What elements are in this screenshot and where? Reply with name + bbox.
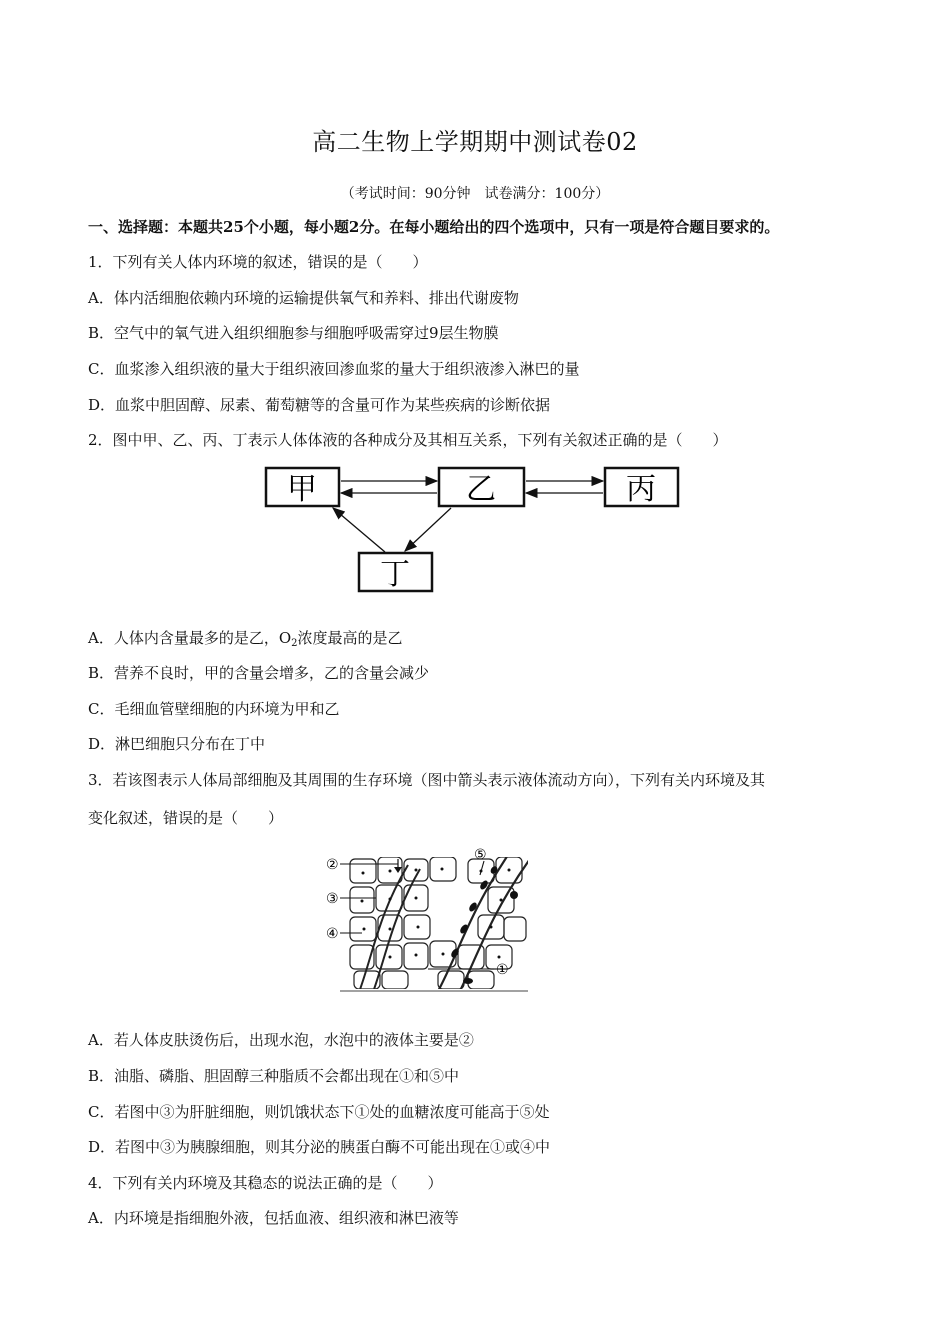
body-fluid-diagram bbox=[255, 458, 695, 600]
q3-stem-line1: 3．若该图表示人体局部细胞及其周围的生存环境（图中箭头表示液体流动方向），下列有关内环境及其 bbox=[88, 771, 766, 789]
label-2: ② bbox=[326, 857, 339, 873]
label-4: ④ bbox=[326, 926, 339, 942]
q1-option-b: B．空气中的氧气进入组织细胞参与细胞呼吸需穿过9层生物膜 bbox=[88, 324, 499, 342]
label-5: ⑤ bbox=[474, 847, 487, 863]
arrow-ding-to-jia bbox=[333, 508, 385, 552]
label-ding: 丁 bbox=[380, 557, 410, 592]
q2-stem: 2．图中甲、乙、丙、丁表示人体体液的各种成分及其相互关系，下列有关叙述正确的是（ ） bbox=[88, 431, 728, 449]
q2-option-a-text-end: 浓度最高的是乙 bbox=[297, 629, 403, 647]
label-jia: 甲 bbox=[287, 472, 317, 507]
q2-option-c: C．毛细血管壁细胞的内环境为甲和乙 bbox=[88, 700, 340, 718]
q2-option-d: D．淋巴细胞只分布在丁中 bbox=[88, 735, 266, 753]
tissue-cell-diagram bbox=[318, 845, 533, 997]
exam-info: （考试时间：90分钟 试卷满分：100分） bbox=[340, 186, 610, 202]
q3-option-c: C．若图中③为肝脏细胞，则饥饿状态下①处的血糖浓度可能高于⑤处 bbox=[88, 1103, 550, 1121]
q3-option-b: B．油脂、磷脂、胆固醇三种脂质不会都出现在①和⑤中 bbox=[88, 1067, 460, 1085]
arrow-yi-to-ding bbox=[405, 508, 451, 551]
label-yi: 乙 bbox=[466, 472, 496, 507]
q2-option-b: B．营养不良时，甲的含量会增多，乙的含量会减少 bbox=[88, 664, 430, 682]
q2-option-a-subscript: 2 bbox=[291, 638, 298, 649]
label-3: ③ bbox=[326, 891, 339, 907]
label-bing: 丙 bbox=[626, 472, 656, 507]
q3-option-a: A．若人体皮肤烫伤后，出现水泡，水泡中的液体主要是② bbox=[88, 1031, 474, 1049]
q3-option-d: D．若图中③为胰腺细胞，则其分泌的胰蛋白酶不可能出现在①或④中 bbox=[88, 1138, 551, 1156]
q3-stem-line2: 变化叙述，错误的是（ ） bbox=[88, 809, 284, 827]
q1-stem: 1．下列有关人体内环境的叙述，错误的是（ ） bbox=[88, 253, 428, 271]
label-1: ① bbox=[496, 962, 509, 978]
page-title: 高二生物上学期期中测试卷02 bbox=[312, 128, 638, 156]
q2-option-a-text: A．人体内含量最多的是乙，O bbox=[88, 629, 292, 647]
q2-option-a bbox=[88, 628, 403, 654]
section-heading: 一、选择题：本题共25个小题，每小题2分。在每小题给出的四个选项中，只有一项是符合题目要求的。 bbox=[88, 218, 780, 236]
q1-option-c: C．血浆渗入组织液的量大于组织液回渗血浆的量大于组织液渗入淋巴的量 bbox=[88, 360, 580, 378]
q4-stem: 4．下列有关内环境及其稳态的说法正确的是（ ） bbox=[88, 1174, 443, 1192]
q1-option-d: D．血浆中胆固醇、尿素、葡萄糖等的含量可作为某些疾病的诊断依据 bbox=[88, 396, 551, 414]
q1-option-a: A．体内活细胞依赖内环境的运输提供氧气和养料、排出代谢废物 bbox=[88, 289, 519, 307]
q4-option-a: A．内环境是指细胞外液，包括血液、组织液和淋巴液等 bbox=[88, 1209, 459, 1227]
